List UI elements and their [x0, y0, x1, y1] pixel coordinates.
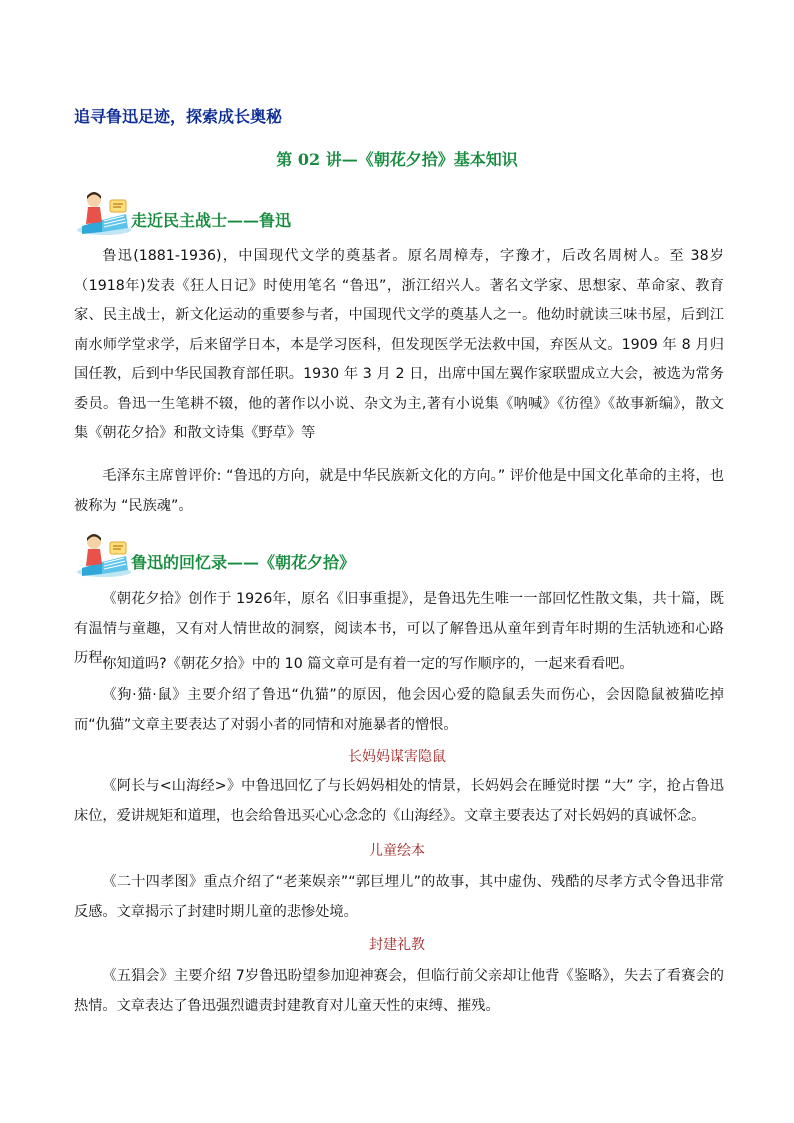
child-reading-book-icon — [74, 188, 134, 236]
document-header-title: 追寻鲁迅足迹，探索成长奥秘 — [74, 107, 283, 126]
section2-paragraph-1: 《朝花夕拾》创作于 1926年，原名《旧事重提》，是鲁迅先生唯一一部回忆性散文集，共十篇，既有温情与童趣，又有对人情世故的洞察，阅读本书，可以了解鲁迅从童年到青年时期的生活轨迹和心路历程。 — [74, 591, 724, 666]
section-heading-1 — [74, 188, 474, 238]
child-reading-book-icon — [74, 530, 134, 578]
section2-paragraph-6: 《五猖会》主要介绍 7岁鲁迅盼望参加迎神赛会，但临行前父亲却让他背《鉴略》，失去了看赛会的热情。文章表达了鲁迅强烈谴责封建教育对儿童天性的束缚、摧残。 — [74, 968, 724, 1014]
section-heading-2 — [74, 530, 474, 580]
section-title-2: 鲁迅的回忆录——《朝花夕拾》 — [131, 553, 356, 572]
section2-paragraph-5: 《二十四孝图》重点介绍了“老莱娱亲”“郭巨埋儿”的故事，其中虚伪、残酷的尽孝方式令鲁迅非常反感。文章揭示了封建时期儿童的悲惨处境。 — [74, 874, 724, 920]
subheading-3: 封建礼教 — [369, 937, 425, 953]
subheading-1: 长妈妈谋害隐鼠 — [348, 749, 446, 765]
section2-paragraph-4: 《阿长与<山海经>》中鲁迅回忆了与长妈妈相处的情景，长妈妈会在睡觉时摆 “大” 字，抢占鲁迅床位，爱讲规矩和道理，也会给鲁迅买心心念念的《山海经》。文章主要表达了对长妈妈的真诚怀念。 — [74, 778, 724, 824]
section2-paragraph-2: 你知道吗?《朝花夕拾》中的 10 篇文章可是有着一定的写作顺序的，一起来看看吧。 — [102, 656, 634, 672]
section2-paragraph-3: 《狗·猫·鼠》主要介绍了鲁迅“仇猫”的原因，他会因心爱的隐鼠丢失而伤心，会因隐鼠被猫吃掉而“仇猫”文章主要表达了对弱小者的同情和对施暴者的憎恨。 — [74, 687, 724, 733]
subheading-2: 儿童绘本 — [369, 843, 425, 859]
section1-paragraph-2: 毛泽东主席曾评价: “鲁迅的方向，就是中华民族新文化的方向。” 评价他是中国文化革命的主将，也被称为 “民族魂”。 — [74, 468, 724, 514]
section-title-1: 走近民主战士——鲁迅 — [131, 211, 292, 230]
lesson-title: 第 02 讲—《朝花夕拾》基本知识 — [276, 150, 518, 169]
section1-paragraph-1: 鲁迅(1881-1936)，中国现代文学的奠基者。原名周樟寿，字豫才，后改名周树人。至 38岁（1918年)发表《狂人日记》时使用笔名 “鲁迅”，浙江绍兴人。著名文学家、思想家、革命家、教育家、民主战士，新文化运动的重要参与者，中国现代文学的奠基人之一。他幼时就读三味书屋，后到江南水师学堂求学，后来留学日本，本是学习医科，但发现医学无法救中国，弃医从文。1909 年 8 月归国任教，后到中华民国教育部任职。1930 年 3 月 2 日，出席中国左翼作家联盟成立大会，被选为常务委员。鲁迅一生笔耕不辍，他的著作以小说、杂文为主,著有小说集《呐喊》《彷徨》《故事新编》，散文集《朝花夕拾》和散文诗集《野草》等 — [74, 248, 724, 441]
